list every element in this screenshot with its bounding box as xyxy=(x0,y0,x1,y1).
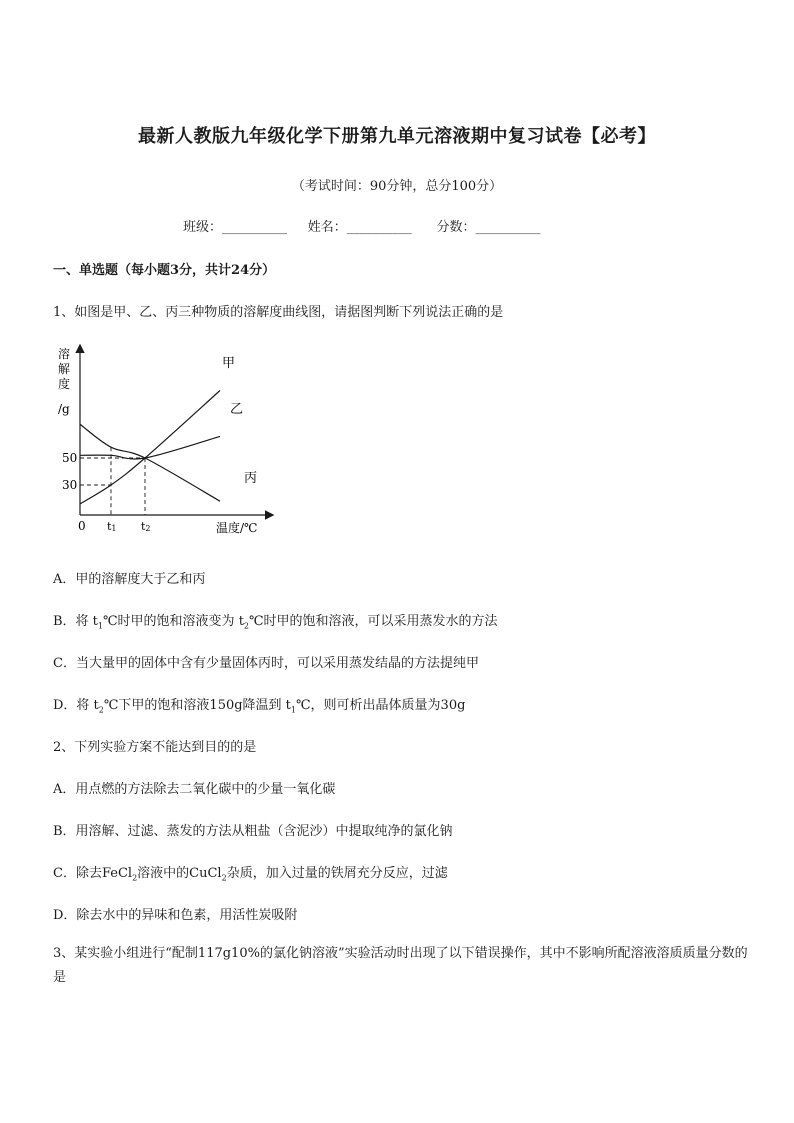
q1-option-b[interactable] xyxy=(53,610,498,631)
q2-c-text-2: 溶液中的CuCl xyxy=(137,866,222,881)
x-axis-label: 温度/℃ xyxy=(216,521,258,535)
curve-2 xyxy=(80,436,220,459)
q2-option-c[interactable] xyxy=(53,862,448,883)
curve-label-1: 甲 xyxy=(222,356,236,371)
curve-1 xyxy=(80,391,220,504)
question-1-stem: 1、如图是甲、乙、丙三种物质的溶解度曲线图，请据图判断下列说法正确的是 xyxy=(53,305,504,320)
section-heading: 一、单选题（每小题3分，共计24分） xyxy=(53,263,276,278)
y-tick-label-50: 50 xyxy=(62,451,78,465)
q1-option-a[interactable]: A．甲的溶解度大于乙和丙 xyxy=(53,572,206,587)
y-axis-label-2: 解 xyxy=(58,362,71,376)
q1-b-text-1: B．将 t xyxy=(53,614,98,629)
y-axis-label-1: 溶 xyxy=(58,347,71,361)
question-2-stem: 2、下列实验方案不能达到目的的是 xyxy=(53,740,257,755)
name-blank[interactable]: __________ xyxy=(346,220,412,235)
exam-title: 最新人教版九年级化学下册第九单元溶液期中复习试卷【必考】 xyxy=(138,126,656,147)
x-tick-label-t1: t1 xyxy=(107,520,117,533)
class-blank[interactable]: __________ xyxy=(222,220,288,235)
q2-c-text-3: 杂质，加入过量的铁屑充分反应，过滤 xyxy=(226,866,448,881)
score-label: 分数： xyxy=(436,220,476,235)
curve-label-3: 丙 xyxy=(244,471,258,486)
q2-c-sub-1: 2 xyxy=(132,873,138,883)
class-label: 班级： xyxy=(183,220,223,235)
curve-label-2: 乙 xyxy=(230,402,244,417)
q1-b-text-3: ℃时甲的饱和溶液，可以采用蒸发水的方法 xyxy=(249,614,498,629)
q2-c-text-1: C．除去FeCl xyxy=(53,866,133,881)
solubility-chart xyxy=(50,340,280,540)
y-axis-label-4: /g xyxy=(58,402,70,416)
q1-b-text-2: ℃时甲的饱和溶液变为 t xyxy=(103,614,244,629)
name-label: 姓名： xyxy=(307,220,347,235)
q1-d-text-1: D．将 t xyxy=(53,698,99,713)
q1-d-sub-2: 1 xyxy=(290,705,297,715)
student-info-row xyxy=(183,216,541,235)
q1-d-sub-1: 2 xyxy=(98,705,104,715)
q1-d-text-3: ℃，则可析出晶体质量为30g xyxy=(296,698,466,713)
q2-option-d[interactable]: D．除去水中的异味和色素，用活性炭吸附 xyxy=(53,908,298,923)
q1-d-text-2: ℃下甲的饱和溶液150g降温到 t xyxy=(103,698,291,713)
exam-subtitle: （考试时间：90分钟，总分100分） xyxy=(291,179,503,194)
q2-option-b[interactable]: B．用溶解、过滤、蒸发的方法从粗盐（含泥沙）中提取纯净的氯化钠 xyxy=(53,824,453,839)
y-tick-label-30: 30 xyxy=(62,478,78,492)
origin-label: 0 xyxy=(78,519,86,533)
q1-option-c[interactable]: C．当大量甲的固体中含有少量固体丙时，可以采用蒸发结晶的方法提纯甲 xyxy=(53,656,479,671)
x-tick-label-t2: t2 xyxy=(141,520,151,533)
question-3-stem: 3、某实验小组进行“配制117g10%的氯化钠溶液”实验活动时出现了以下错误操作，其中不影响所配溶液溶质质量分数的是 xyxy=(53,946,748,985)
q1-b-sub-1: 1 xyxy=(97,621,104,631)
q1-b-sub-2: 2 xyxy=(243,621,250,631)
q2-c-sub-2: 2 xyxy=(221,873,227,883)
q2-option-a[interactable]: A．用点燃的方法除去二氧化碳中的少量一氧化碳 xyxy=(53,782,336,797)
curve-3 xyxy=(80,424,220,501)
q1-option-d[interactable] xyxy=(53,694,465,715)
y-axis-label-3: 度 xyxy=(58,377,71,391)
score-blank[interactable]: __________ xyxy=(475,220,541,235)
